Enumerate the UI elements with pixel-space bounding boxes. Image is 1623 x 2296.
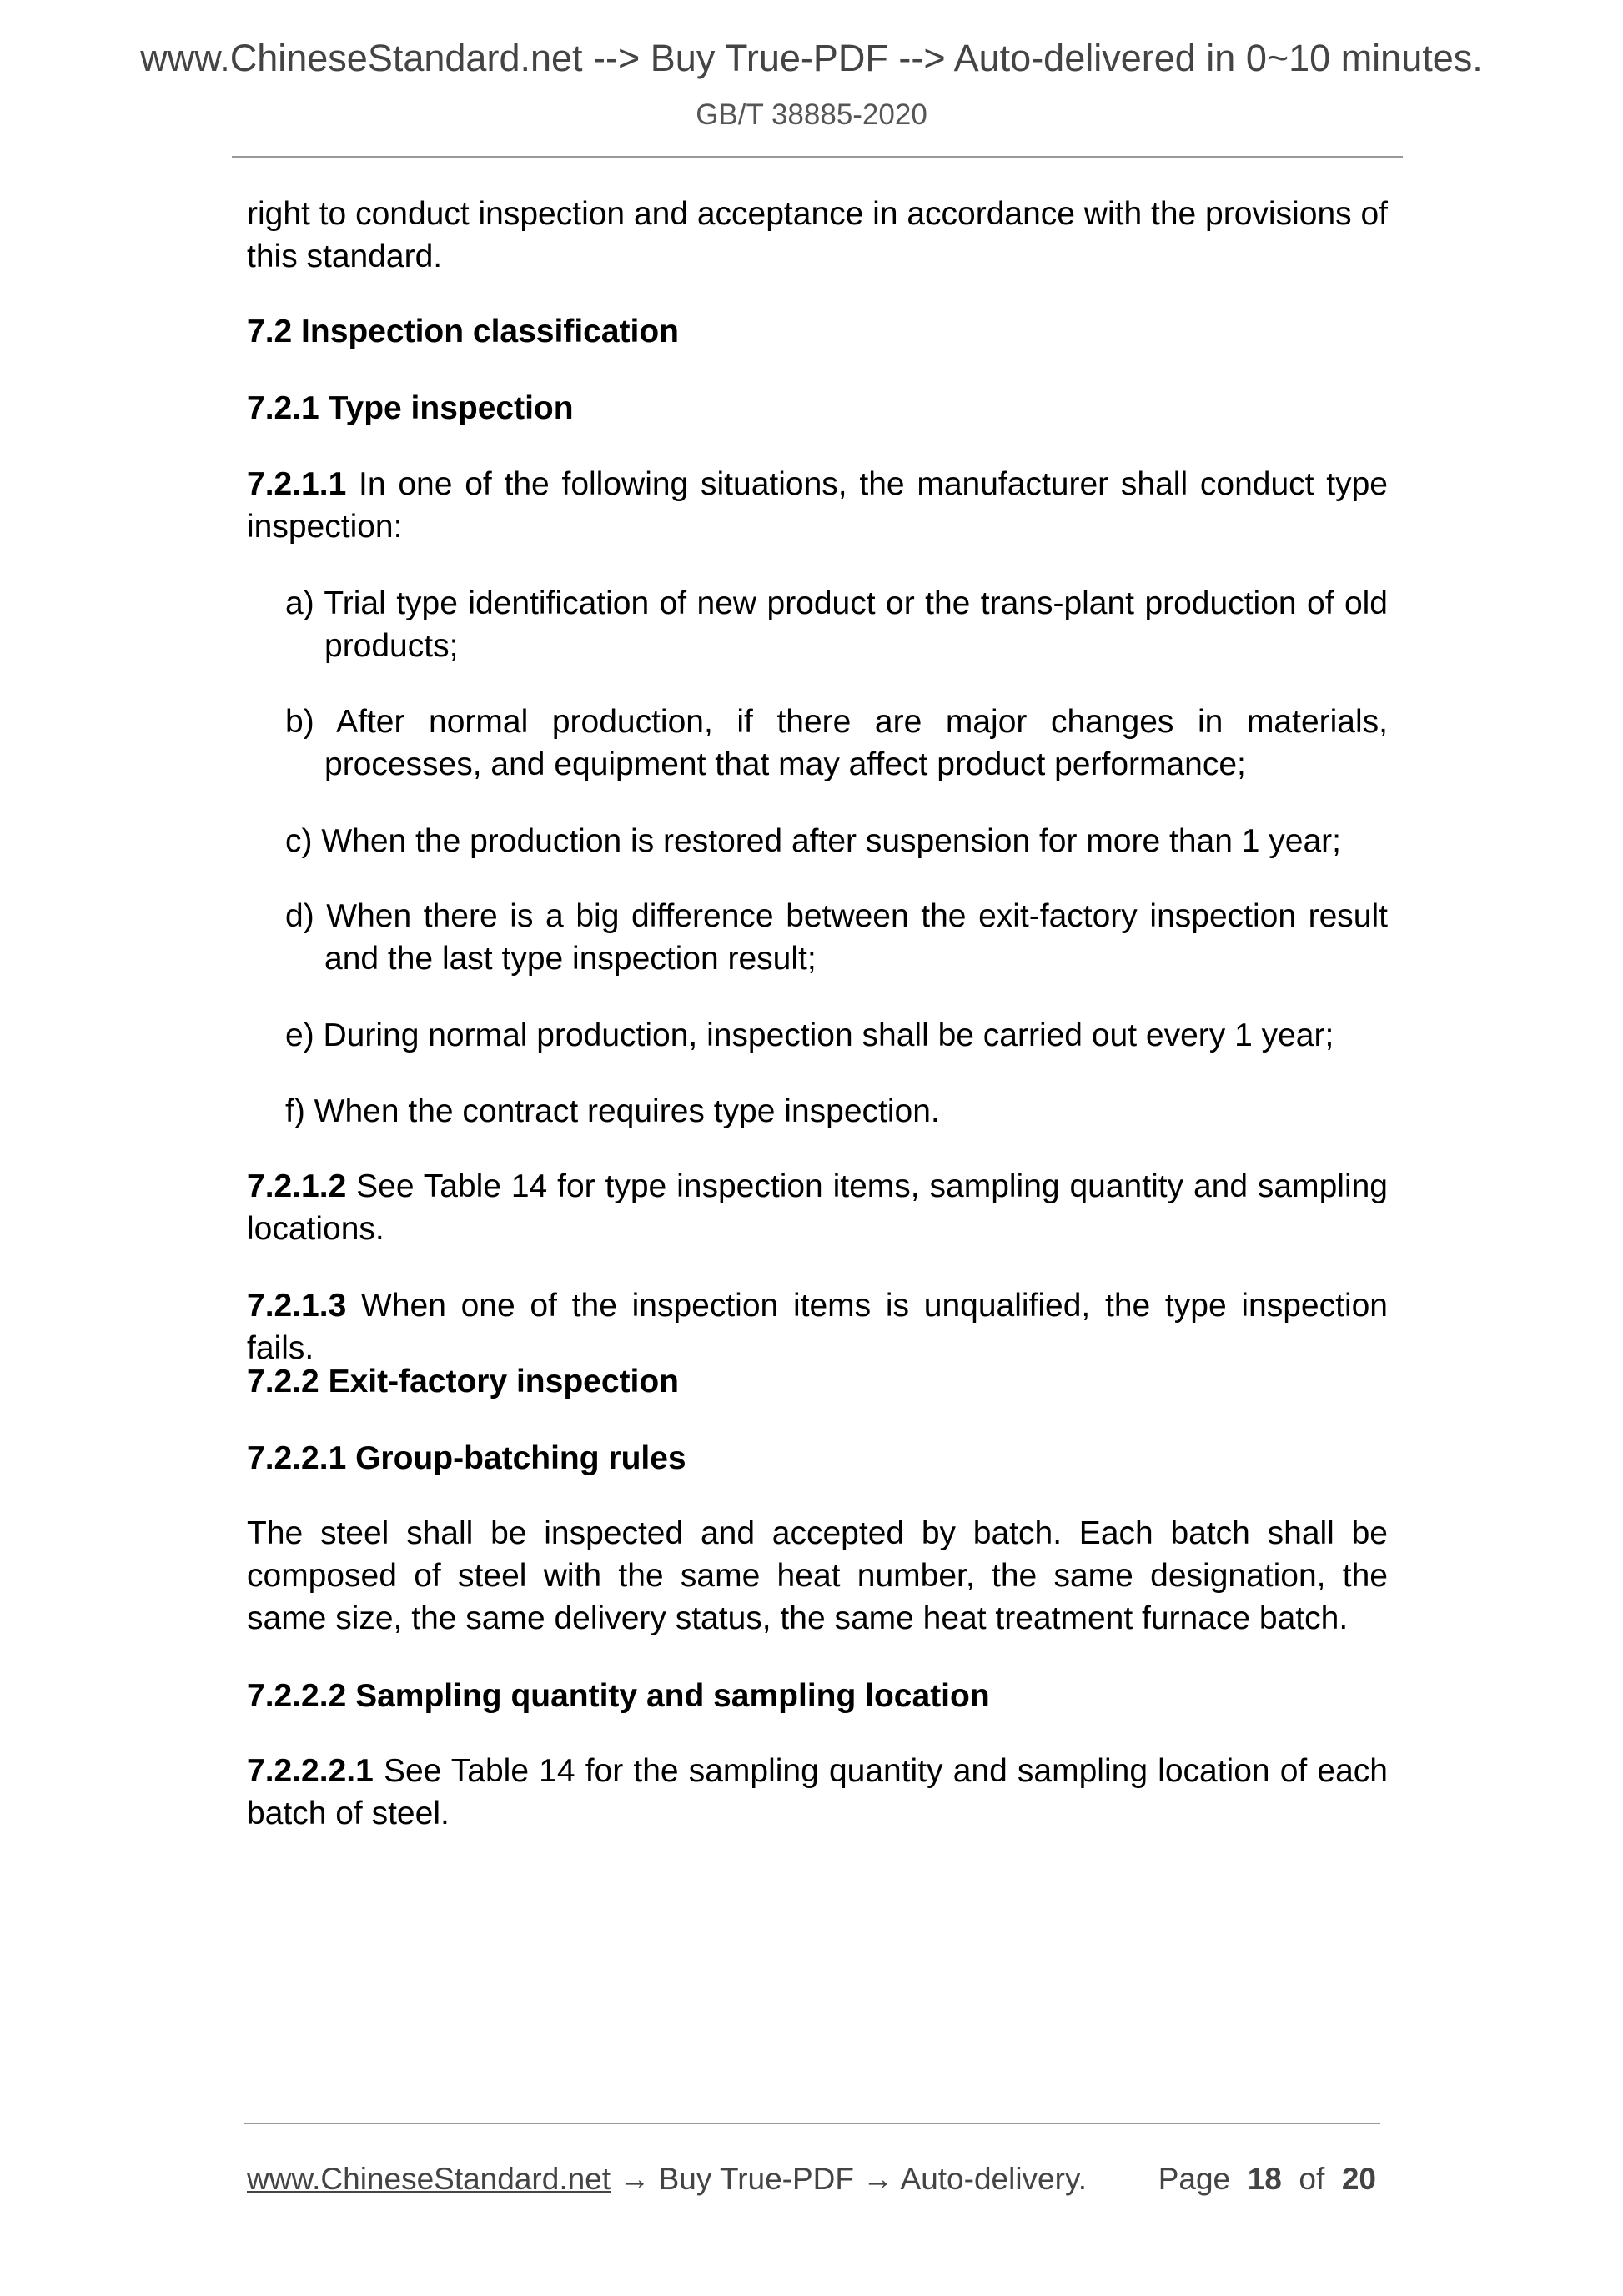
paragraph-7-2-2-1: The steel shall be inspected and accepted by batch. Each batch shall be composed of steel with the same heat number, the same designation, the same size, the same delivery status, the same heat treatment furnace batch. xyxy=(247,1515,1388,1636)
of-label: of xyxy=(1299,2162,1325,2196)
list-item: d) When there is a big difference between the exit-factory inspection result and the last type inspection result; xyxy=(285,898,1388,977)
paragraph-7-2-1-3 xyxy=(247,1284,1388,1369)
footer-divider xyxy=(244,2123,1380,2124)
clause-text: When one of the inspection items is unqualified, the type inspection fails. xyxy=(247,1288,1388,1366)
clause-text: See Table 14 for the sampling quantity and sampling location of each batch of steel. xyxy=(247,1753,1388,1831)
heading-7-2-2-1: 7.2.2.1 Group-batching rules xyxy=(247,1440,686,1476)
clause-text: See Table 14 for type inspection items, sampling quantity and sampling locations. xyxy=(247,1168,1388,1247)
heading-7-2: 7.2 Inspection classification xyxy=(247,314,680,349)
footer-link[interactable]: www.ChineseStandard.net xyxy=(247,2162,611,2196)
top-banner: www.ChineseStandard.net --> Buy True-PDF --> Auto-delivered in 0~10 minutes. xyxy=(140,37,1483,79)
paragraph-7-2-1-1 xyxy=(247,463,1388,548)
standard-code: GB/T 38885-2020 xyxy=(696,98,927,131)
clause-number: 7.2.1.3 xyxy=(247,1288,347,1324)
list-item: c) When the production is restored after suspension for more than 1 year; xyxy=(285,823,1341,859)
clause-text: In one of the following situations, the manufacturer shall conduct type inspection: xyxy=(247,466,1388,545)
footer-text: → Buy True-PDF → Auto-delivery. xyxy=(611,2162,1087,2196)
heading-7-2-2-2: 7.2.2.2 Sampling quantity and sampling location xyxy=(247,1678,990,1714)
clause-number: 7.2.1.1 xyxy=(247,466,347,502)
page-number: 18 xyxy=(1247,2162,1282,2196)
clause-number: 7.2.2.2.1 xyxy=(247,1753,374,1789)
list-item: b) After normal production, if there are major changes in materials, processes, and equipment that may affect product performance; xyxy=(285,704,1388,782)
header-divider xyxy=(232,156,1403,158)
list-item: f) When the contract requires type inspection. xyxy=(285,1093,940,1129)
page-label: Page xyxy=(1158,2162,1231,2196)
page-indicator xyxy=(1158,2162,1376,2197)
paragraph: right to conduct inspection and acceptance in accordance with the provisions of this standard. xyxy=(247,196,1388,274)
list-item: e) During normal production, inspection shall be carried out every 1 year; xyxy=(285,1017,1334,1053)
paragraph-7-2-2-2-1 xyxy=(247,1750,1388,1835)
footer xyxy=(247,2162,1376,2197)
heading-7-2-1: 7.2.1 Type inspection xyxy=(247,390,574,426)
heading-7-2-2: 7.2.2 Exit-factory inspection xyxy=(247,1364,679,1399)
paragraph-7-2-1-2 xyxy=(247,1165,1388,1250)
list-item: a) Trial type identification of new product or the trans-plant production of old products; xyxy=(285,585,1388,664)
clause-number: 7.2.1.2 xyxy=(247,1168,347,1204)
page-total: 20 xyxy=(1341,2162,1376,2196)
